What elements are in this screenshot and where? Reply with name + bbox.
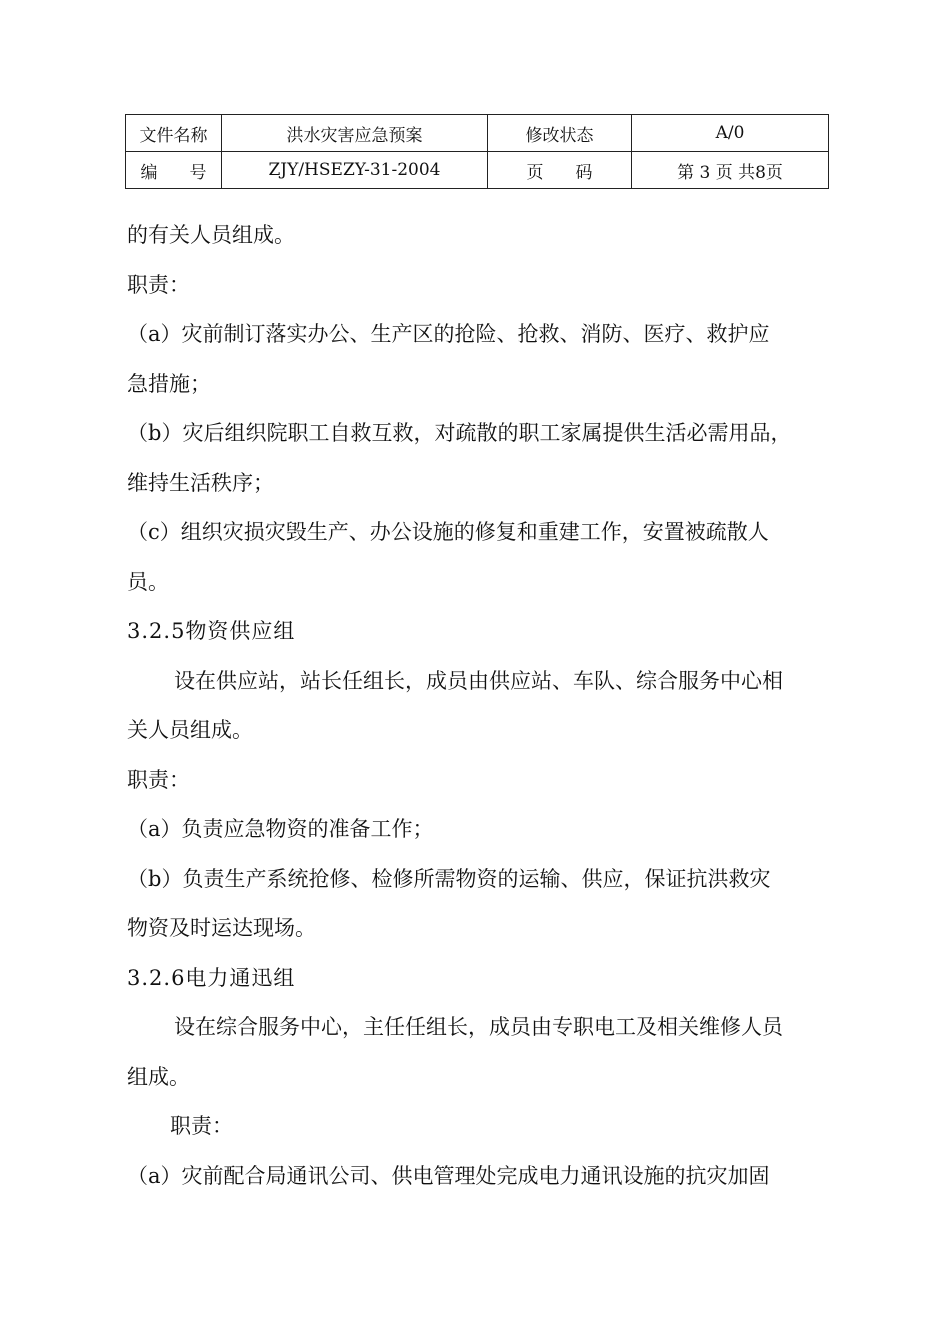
page-label-text	[527, 158, 593, 183]
document-body	[127, 211, 827, 1201]
supply-duty-b-line-1: （b）负责生产系统抢修、检修所需物资的运输、供应，保证抗洪救灾	[127, 866, 771, 891]
revision-label: 修改状态	[488, 115, 632, 152]
page-label	[488, 152, 632, 189]
file-name-label: 文件名称	[126, 115, 222, 152]
body-line-continuation: 的有关人员组成。	[127, 223, 295, 247]
duty-b-line-1: （b）灾后组织院职工自救互救，对疏散的职工家属提供生活必需用品，	[127, 421, 792, 445]
power-duties-heading: 职责：	[170, 1114, 233, 1138]
number-label-right: 号	[189, 162, 207, 183]
number-label	[126, 152, 222, 189]
number-value: ZJY/HSEZY-31-2004	[222, 152, 488, 189]
header-row-number	[126, 152, 829, 189]
supply-group-line-2: 关人员组成。	[127, 718, 253, 742]
document-header-table	[125, 114, 829, 189]
power-group-line-2: 组成。	[127, 1064, 190, 1089]
section-3-2-6-heading: 3.2.6电力通迅组	[127, 965, 296, 990]
supply-group-line-1: 设在供应站，站长任组长，成员由供应站、车队、综合服务中心相	[174, 668, 783, 693]
duties-heading: 职责：	[127, 272, 190, 297]
number-label-left: 编	[140, 162, 158, 183]
duty-a-line-1: （a）灾前制订落实办公、生产区的抢险、抢救、消防、医疗、救护应	[127, 322, 770, 346]
section-3-2-5-heading: 3.2.5物资供应组	[127, 619, 296, 643]
page-value: 第 3 页 共8页	[632, 152, 829, 189]
power-duty-a-line-1: （a）灾前配合局通讯公司、供电管理处完成电力通讯设施的抗灾加固	[127, 1163, 770, 1188]
page-label-right: 码	[575, 162, 593, 183]
power-group-line-1: 设在综合服务中心，主任任组长，成员由专职电工及相关维修人员	[174, 1015, 783, 1039]
revision-value: A/0	[632, 115, 829, 152]
file-name-value: 洪水灾害应急预案	[222, 115, 488, 152]
number-label-text	[141, 158, 207, 183]
duty-b-line-2: 维持生活秩序；	[127, 470, 274, 495]
duty-a-line-2: 急措施；	[127, 371, 211, 396]
supply-duty-a: （a）负责应急物资的准备工作；	[127, 817, 434, 841]
page-label-left: 页	[526, 162, 544, 183]
duty-c-line-2: 员。	[127, 569, 169, 594]
header-row-file	[126, 115, 829, 152]
supply-duty-b-line-2: 物资及时运达现场。	[127, 916, 316, 940]
supply-duties-heading: 职责：	[127, 767, 190, 792]
duty-c-line-1: （c）组织灾损灾毁生产、办公设施的修复和重建工作，安置被疏散人	[127, 520, 769, 544]
